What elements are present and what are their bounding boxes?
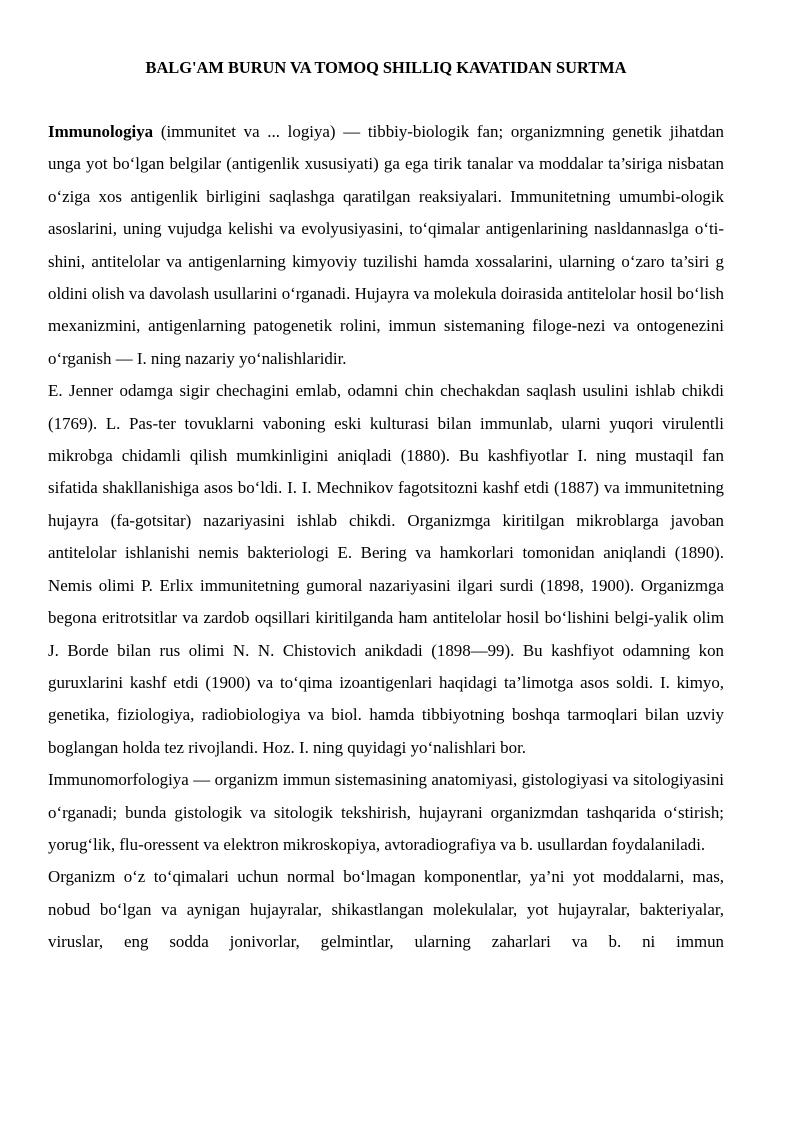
paragraph-text: (immunitet va ... logiya) — tibbiy-biologik fan; organizmning genetik jihatdan unga yot bo‘lgan belgilar (antigenlik xususiyati) ga ega tirik tanalar va moddalar ta’siriga nisbatan o‘ziga xos antigenlik birligini saqlashga qaratilgan reaksiyalari. Immunitetning umumbi-ologik asoslarini, uning vujudga kelishi va evolyusiyasini, to‘qimalar antigenlarining nasldannaslga o‘ti-shini, antitelolar va antigenlarning kimyoviy tuzilishi hamda xossalarini, ularning o‘zaro ta’siri g oldini olish va davolash usullarini o‘rganadi. Hujayra va molekula doirasida antitelolar hosil bo‘lish mexanizmini, antigenlarning patogenetik rolini, immun sistemaning filoge-nezi va ontogenezini o‘rganish — I. ning nazariy yo‘nalishlaridir. (48, 122, 724, 368)
document-body (48, 116, 724, 959)
paragraph-immunologiya (48, 116, 724, 375)
paragraph-foreign-components: Organizm o‘z to‘qimalari uchun normal bo‘lmagan komponentlar, ya’ni yot moddalarni, mas, nobud bo‘lgan va aynigan hujayralar, shikastlangan molekulalar, yot hujayralar, bakteriyalar, viruslar, eng sodda jonivorlar, gelmintlar, ularning zaharlari va b. ni immun (48, 867, 724, 952)
paragraph-immunomorfologiya: Immunomorfologiya — organizm immun sistemasining anatomiyasi, gistologiyasi va sitologiyasini o‘rganadi; bunda gistologik va sitologik tekshirish, hujayrani organizmdan tashqarida o‘stirish; yorug‘lik, flu-oressent va elektron mikroskopiya, avtoradiografiya va b. usullardan foydalaniladi. (48, 770, 724, 854)
term-immunologiya: Immunologiya (48, 122, 154, 141)
paragraph-history: E. Jenner odamga sigir chechagini emlab, odamni chin chechakdan saqlash usulini ishlab chikdi (1769). L. Pas-ter tovuklarni vaboning eski kulturasi bilan immunlab, ularni yuqori virulentli mikrobga chidamli qilish mumkinligini aniqladi (1880). Bu kashfiyotlar I. ning mustaqil fan sifatida shakllanishiga asos bo‘ldi. I. I. Mechnikov fagotsitozni kashf etdi (1887) va immunitetning hujayra (fa-gotsitar) nazariyasini ishlab chikdi. Organizmga kiritilgan mikroblarga javoban antitelolar ishlanishi nemis bakteriologi E. Bering va hamkorlari tomonidan aniqlandi (1890). Nemis olimi P. Erlix immunitetning gumoral nazariyasini ilgari surdi (1898, 1900). Organizmga begona eritrotsitlar va zardob oqsillari kiritilganda ham antitelolar hosil bo‘lishini belgi-yalik olim J. Borde bilan rus olimi N. N. Chistovich anikdadi (1898—99). Bu kashfiyot odamning kon guruxlarini kashf etdi (1900) va to‘qima izoantigenlari haqidagi ta’limotga asos soldi. I. kimyo, genetika, fiziologiya, radiobiologiya va biol. hamda tibbiyotning boshqa tarmoqlari bilan uzviy boglangan holda tez rivojlandi. Hoz. I. ning quyidagi yo‘nalishlari bor. (48, 381, 724, 757)
document-title: BALG'AM BURUN VA TOMOQ SHILLIQ KAVATIDAN SURTMA (145, 58, 627, 77)
